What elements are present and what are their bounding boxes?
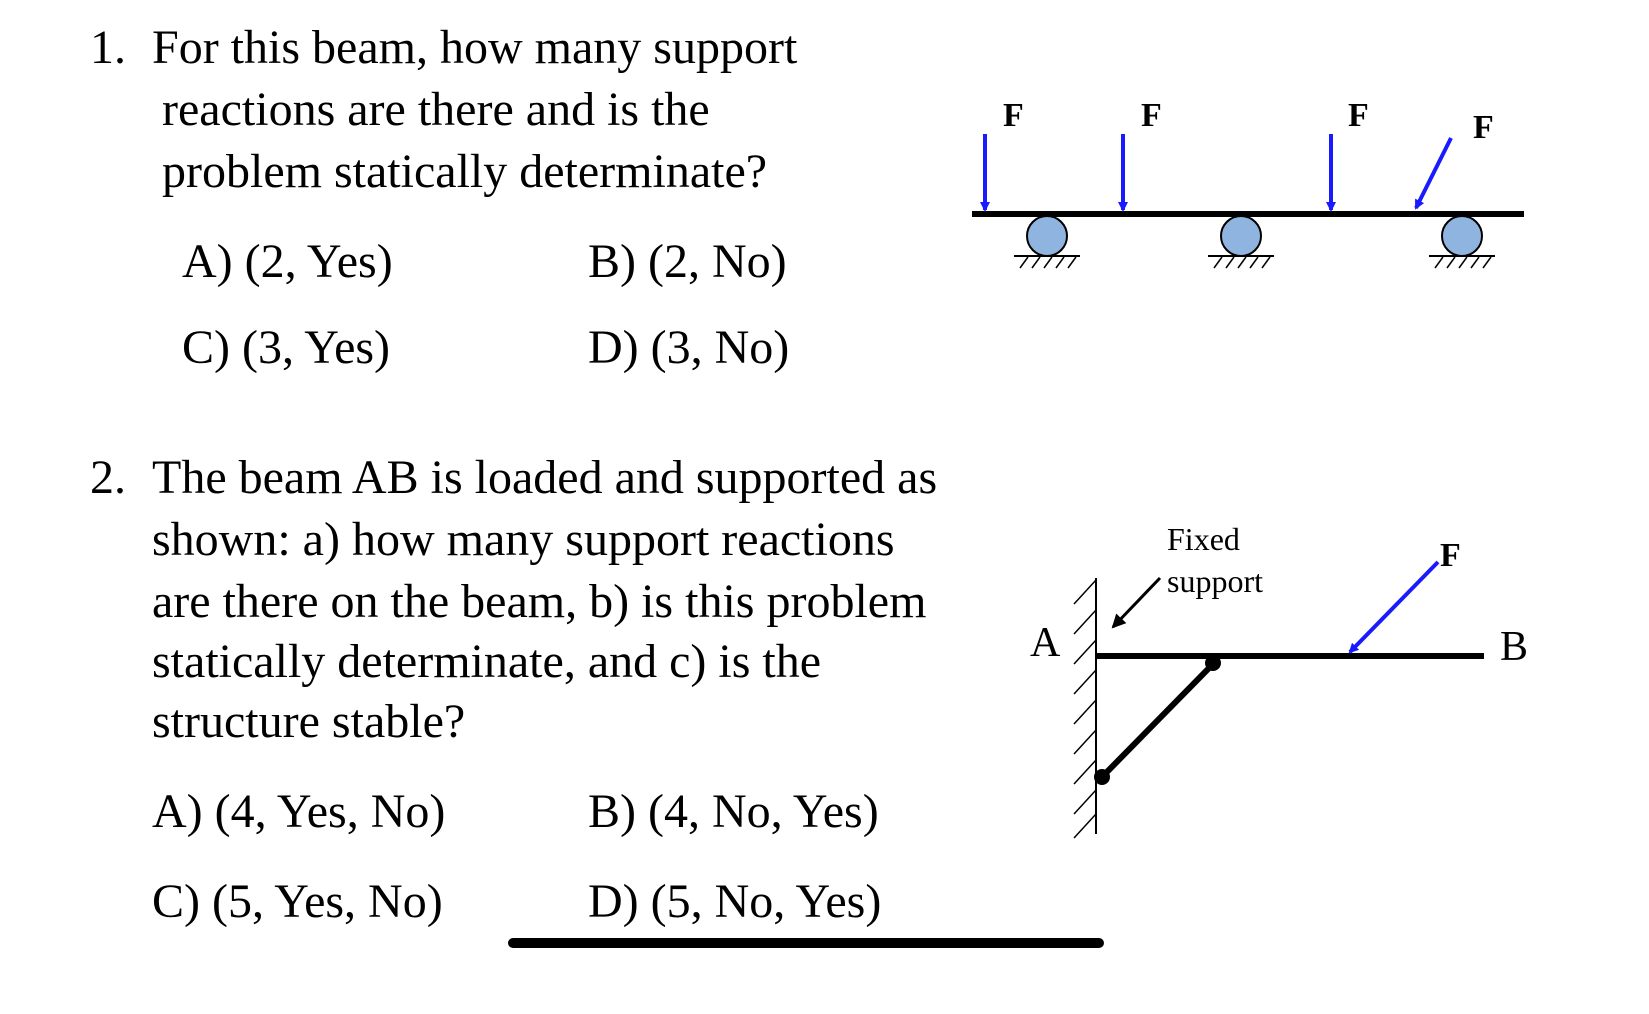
q1-number: 1. (90, 21, 126, 74)
q2-line-2: shown: a) how many support reactions (152, 513, 895, 566)
q1-roller-support-3 (1429, 216, 1495, 268)
q2-label-b: B (1500, 624, 1529, 670)
q2-line-3: are there on the beam, b) is this problem (152, 575, 927, 628)
q1-option-a: A) (2, Yes) (182, 235, 393, 288)
q2-line-5: structure stable? (152, 695, 466, 748)
q2-option-c: C) (5, Yes, No) (152, 875, 443, 928)
q1-line-1: For this beam, how many support (152, 21, 798, 74)
q2-fixed-support-pointer (1113, 578, 1160, 627)
q2-number: 2. (90, 451, 126, 504)
q2-force-label: F (1440, 537, 1461, 574)
q1-force-label-1: F (1003, 97, 1024, 134)
q1-option-d: D) (3, No) (588, 321, 790, 374)
q1-roller-support-1 (1014, 216, 1080, 268)
q2-option-a: A) (4, Yes, No) (152, 785, 446, 838)
q2-pin-upper (1205, 655, 1221, 671)
q1-roller-support-2 (1208, 216, 1274, 268)
q2-label-a: A (1030, 620, 1061, 666)
q2-option-b: B) (4, No, Yes) (588, 785, 879, 838)
q2-wall-hatching (1074, 578, 1096, 838)
q1-force-label-3: F (1348, 97, 1369, 134)
q2-line-4: statically determinate, and c) is the (152, 635, 822, 688)
q1-force-label-4: F (1473, 109, 1494, 146)
q2-fixed-label-1: Fixed (1167, 521, 1240, 557)
q2-option-d: D) (5, No, Yes) (588, 875, 882, 928)
q1-force-label-2: F (1141, 97, 1162, 134)
q1-option-b: B) (2, No) (588, 235, 787, 288)
q2-line-1: The beam AB is loaded and supported as (152, 451, 938, 504)
q1-option-c: C) (3, Yes) (182, 321, 391, 374)
q1-force-arrow-4 (1416, 138, 1451, 208)
q1-line-2: reactions are there and is the (162, 83, 710, 136)
q2-fixed-label-2: support (1167, 563, 1263, 599)
q2-strut (1102, 664, 1213, 777)
q1-line-3: problem statically determinate? (162, 145, 768, 198)
q2-force-arrow (1350, 562, 1438, 652)
q2-pin-lower (1094, 769, 1110, 785)
